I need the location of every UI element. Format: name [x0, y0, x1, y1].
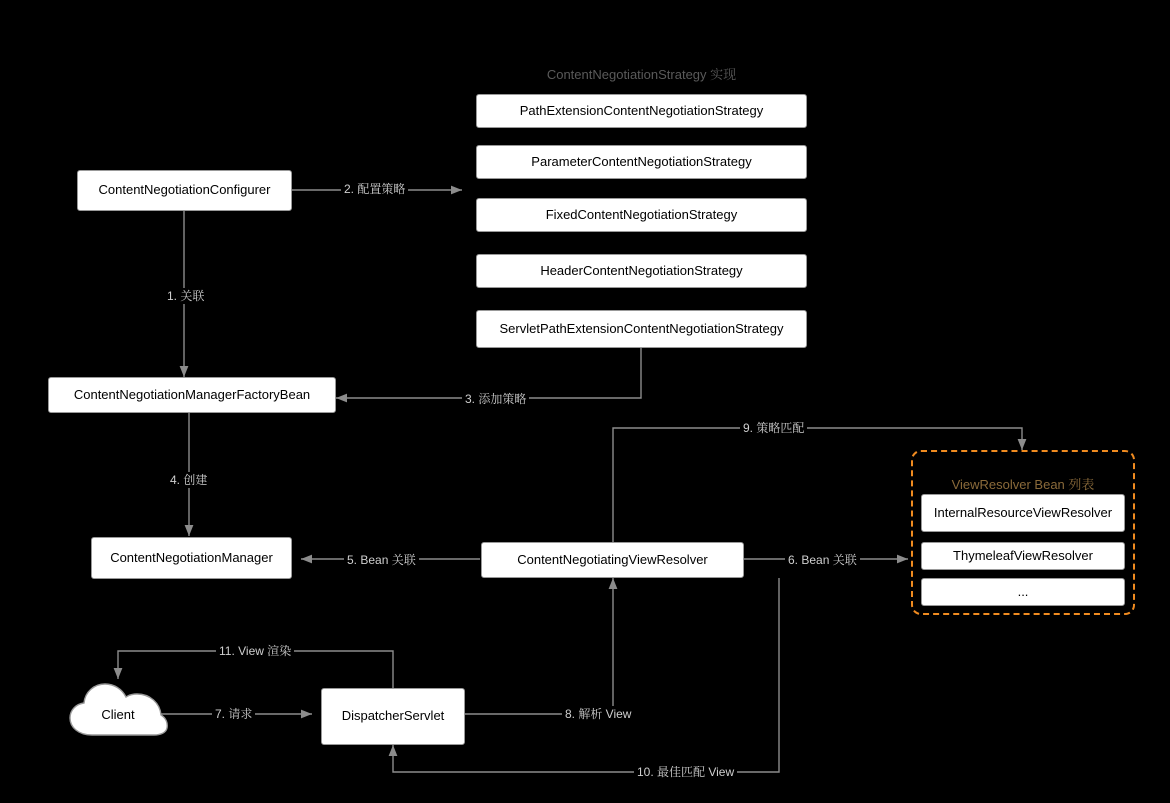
view-resolver-bean-list-title: ViewResolver Bean 列表: [951, 477, 1095, 492]
node-internal-resource-view-resolver[interactable]: InternalResourceViewResolver: [921, 494, 1125, 532]
node-dispatcher-servlet[interactable]: DispatcherServlet: [321, 688, 465, 745]
client-label: Client: [101, 706, 135, 722]
node-view-resolver-more[interactable]: ...: [921, 578, 1125, 606]
node-content-negotiation-manager[interactable]: ContentNegotiationManager: [91, 537, 292, 579]
edge-label-9: 9. 策略匹配: [740, 420, 807, 436]
strategy-group-title: ContentNegotiationStrategy 实现: [546, 67, 737, 82]
edge-label-7: 7. 请求: [212, 706, 255, 722]
edge-label-5: 5. Bean 关联: [344, 552, 419, 568]
node-header-strategy[interactable]: HeaderContentNegotiationStrategy: [476, 254, 807, 288]
edge-label-8: 8. 解析 View: [562, 706, 634, 722]
edge-label-1: 1. 关联: [164, 288, 207, 304]
node-content-negotiation-configurer[interactable]: ContentNegotiationConfigurer: [77, 170, 292, 211]
edge-label-2: 2. 配置策略: [341, 181, 408, 197]
node-content-negotiating-view-resolver[interactable]: ContentNegotiatingViewResolver: [481, 542, 744, 578]
edge-label-10: 10. 最佳匹配 View: [634, 764, 737, 780]
edge-label-4: 4. 创建: [167, 472, 210, 488]
node-client[interactable]: [66, 679, 170, 749]
node-fixed-strategy[interactable]: FixedContentNegotiationStrategy: [476, 198, 807, 232]
node-content-negotiation-manager-factory-bean[interactable]: ContentNegotiationManagerFactoryBean: [48, 377, 336, 413]
node-thymeleaf-view-resolver[interactable]: ThymeleafViewResolver: [921, 542, 1125, 570]
edge-label-3: 3. 添加策略: [462, 391, 529, 407]
node-path-extension-strategy[interactable]: PathExtensionContentNegotiationStrategy: [476, 94, 807, 128]
node-parameter-strategy[interactable]: ParameterContentNegotiationStrategy: [476, 145, 807, 179]
edge-label-11: 11. View 渲染: [216, 643, 294, 659]
node-servlet-path-extension-strategy[interactable]: ServletPathExtensionContentNegotiationStrategy: [476, 310, 807, 348]
edge-label-6: 6. Bean 关联: [785, 552, 860, 568]
